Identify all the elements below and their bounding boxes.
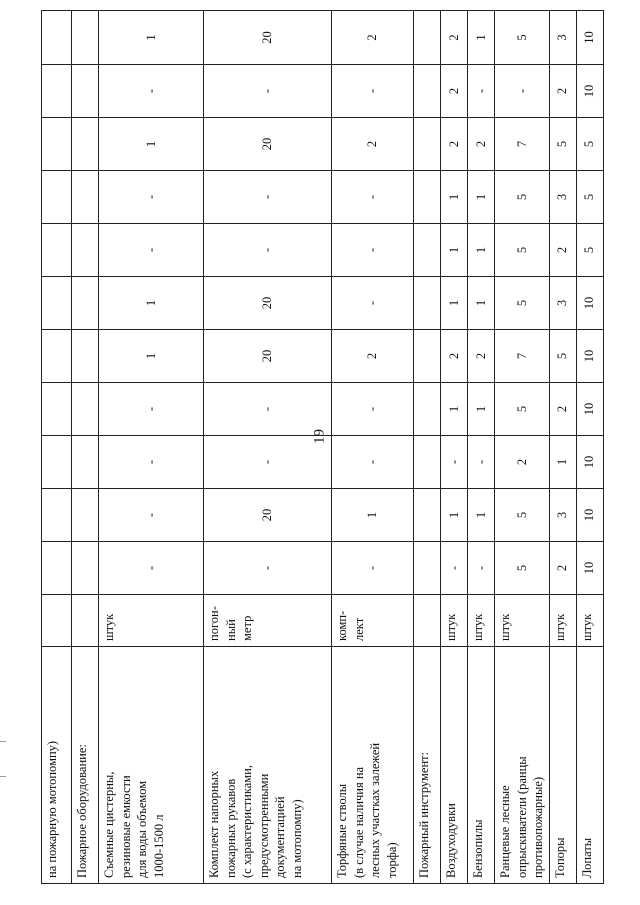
value-cell: 5 bbox=[495, 11, 550, 65]
unit-cell: штук bbox=[468, 595, 495, 647]
value-cell: - bbox=[468, 542, 495, 595]
table-row bbox=[441, 11, 468, 884]
value-cell: 2 bbox=[468, 118, 495, 171]
value-cell bbox=[42, 489, 72, 542]
value-cell: 10 bbox=[576, 383, 603, 436]
value-cell: 2 bbox=[495, 436, 550, 489]
row-label: Воздуходувки bbox=[441, 647, 468, 884]
page-number: 19 bbox=[311, 429, 328, 444]
value-cell: 1 bbox=[99, 11, 204, 65]
value-cell: 2 bbox=[441, 11, 468, 65]
value-cell bbox=[414, 277, 441, 330]
value-cell bbox=[72, 383, 99, 436]
value-cell: - bbox=[332, 171, 414, 224]
value-cell: 10 bbox=[576, 436, 603, 489]
value-cell: 2 bbox=[441, 118, 468, 171]
value-cell: 3 bbox=[549, 489, 576, 542]
value-cell: 1 bbox=[99, 277, 204, 330]
value-cell: 1 bbox=[441, 489, 468, 542]
unit-cell bbox=[72, 595, 99, 647]
value-cell bbox=[414, 330, 441, 383]
value-cell: - bbox=[204, 542, 332, 595]
value-cell: 2 bbox=[549, 383, 576, 436]
value-cell: 3 bbox=[549, 11, 576, 65]
table-row bbox=[495, 11, 550, 884]
value-cell: 1 bbox=[441, 383, 468, 436]
value-cell: 10 bbox=[576, 542, 603, 595]
row-label: Съемные цистерны, резиновые емкости для воды объемом 1000-1500 л bbox=[99, 647, 204, 884]
value-cell bbox=[414, 224, 441, 277]
value-cell bbox=[72, 171, 99, 224]
value-cell: 5 bbox=[576, 171, 603, 224]
value-cell: - bbox=[204, 65, 332, 118]
value-cell bbox=[414, 11, 441, 65]
value-cell: - bbox=[332, 383, 414, 436]
value-cell bbox=[72, 489, 99, 542]
value-cell: 1 bbox=[99, 118, 204, 171]
table-row bbox=[468, 11, 495, 884]
value-cell bbox=[414, 65, 441, 118]
value-cell: 2 bbox=[441, 330, 468, 383]
value-cell: 20 bbox=[204, 118, 332, 171]
table-row bbox=[576, 11, 603, 884]
value-cell bbox=[414, 118, 441, 171]
scan-edge-mark bbox=[0, 741, 6, 742]
value-cell bbox=[42, 330, 72, 383]
value-cell: - bbox=[99, 436, 204, 489]
value-cell: - bbox=[332, 436, 414, 489]
value-cell bbox=[42, 224, 72, 277]
value-cell bbox=[414, 383, 441, 436]
scan-edge-mark bbox=[0, 776, 6, 777]
value-cell: 1 bbox=[441, 224, 468, 277]
value-cell: 10 bbox=[576, 65, 603, 118]
value-cell: 7 bbox=[495, 118, 550, 171]
value-cell: - bbox=[332, 277, 414, 330]
header-row bbox=[42, 11, 72, 884]
value-cell bbox=[72, 542, 99, 595]
value-cell: - bbox=[99, 383, 204, 436]
value-cell: 5 bbox=[549, 330, 576, 383]
value-cell: 1 bbox=[468, 224, 495, 277]
unit-cell: штук bbox=[99, 595, 204, 647]
value-cell: 2 bbox=[441, 65, 468, 118]
section-label: Пожарное оборудование: bbox=[72, 647, 99, 884]
equipment-norms-table bbox=[41, 10, 604, 884]
value-cell: 2 bbox=[332, 118, 414, 171]
value-cell: - bbox=[99, 171, 204, 224]
value-cell: 2 bbox=[332, 330, 414, 383]
table-row bbox=[332, 11, 414, 884]
unit-cell: штук bbox=[441, 595, 468, 647]
unit-cell: штук bbox=[549, 595, 576, 647]
value-cell: 5 bbox=[549, 118, 576, 171]
value-cell bbox=[72, 11, 99, 65]
value-cell bbox=[42, 277, 72, 330]
value-cell: - bbox=[204, 383, 332, 436]
value-cell: 10 bbox=[576, 11, 603, 65]
value-cell: 1 bbox=[468, 277, 495, 330]
value-cell: - bbox=[204, 224, 332, 277]
value-cell: 1 bbox=[468, 171, 495, 224]
value-cell: 2 bbox=[549, 65, 576, 118]
section-label: на пожарную мотопомпу) bbox=[42, 647, 72, 884]
value-cell: 1 bbox=[468, 11, 495, 65]
value-cell: - bbox=[332, 542, 414, 595]
unit-cell: штук bbox=[495, 595, 550, 647]
value-cell: 5 bbox=[495, 489, 550, 542]
value-cell: 2 bbox=[549, 224, 576, 277]
value-cell: - bbox=[99, 65, 204, 118]
row-label: Торфяные стволы (в случае наличия на лесных участках залежей торфа) bbox=[332, 647, 414, 884]
value-cell: 20 bbox=[204, 11, 332, 65]
value-cell: 1 bbox=[549, 436, 576, 489]
value-cell bbox=[72, 277, 99, 330]
value-cell: 5 bbox=[495, 277, 550, 330]
row-label: Лопаты bbox=[576, 647, 603, 884]
value-cell: - bbox=[332, 224, 414, 277]
value-cell: 2 bbox=[549, 542, 576, 595]
value-cell: - bbox=[204, 171, 332, 224]
value-cell: 3 bbox=[549, 171, 576, 224]
section-label: Пожарный инструмент: bbox=[414, 647, 441, 884]
row-label: Бензопилы bbox=[468, 647, 495, 884]
unit-cell: погон- ный метр bbox=[204, 595, 332, 647]
value-cell bbox=[42, 11, 72, 65]
value-cell: 1 bbox=[441, 277, 468, 330]
section-row bbox=[414, 11, 441, 884]
value-cell: 5 bbox=[576, 224, 603, 277]
value-cell: - bbox=[441, 542, 468, 595]
value-cell bbox=[72, 436, 99, 489]
value-cell: - bbox=[332, 65, 414, 118]
value-cell: - bbox=[99, 489, 204, 542]
row-label: Комплект напорных пожарных рукавов (с характеристиками, предусмотренными документацией на мотопомпу) bbox=[204, 647, 332, 884]
value-cell: 1 bbox=[441, 171, 468, 224]
value-cell bbox=[42, 118, 72, 171]
value-cell: 20 bbox=[204, 330, 332, 383]
value-cell: 10 bbox=[576, 330, 603, 383]
value-cell: 2 bbox=[468, 330, 495, 383]
value-cell bbox=[414, 489, 441, 542]
value-cell: 1 bbox=[468, 489, 495, 542]
value-cell: 7 bbox=[495, 330, 550, 383]
value-cell bbox=[42, 65, 72, 118]
value-cell: 20 bbox=[204, 277, 332, 330]
row-label: Топоры bbox=[549, 647, 576, 884]
section-row bbox=[72, 11, 99, 884]
value-cell: 5 bbox=[495, 171, 550, 224]
value-cell: 5 bbox=[576, 118, 603, 171]
table-row bbox=[549, 11, 576, 884]
value-cell: 10 bbox=[576, 489, 603, 542]
row-label: Ранцевые лесные опрыскиватели (ранцы противопожарные) bbox=[495, 647, 550, 884]
value-cell: 1 bbox=[99, 330, 204, 383]
value-cell: - bbox=[468, 436, 495, 489]
value-cell: 5 bbox=[495, 224, 550, 277]
value-cell bbox=[42, 542, 72, 595]
value-cell bbox=[414, 436, 441, 489]
value-cell bbox=[414, 171, 441, 224]
value-cell: - bbox=[99, 542, 204, 595]
value-cell: - bbox=[495, 65, 550, 118]
value-cell bbox=[72, 118, 99, 171]
value-cell: 10 bbox=[576, 277, 603, 330]
value-cell: 1 bbox=[332, 489, 414, 542]
table-row bbox=[99, 11, 204, 884]
value-cell bbox=[42, 171, 72, 224]
value-cell bbox=[72, 65, 99, 118]
value-cell bbox=[42, 383, 72, 436]
value-cell bbox=[414, 542, 441, 595]
value-cell: - bbox=[204, 436, 332, 489]
unit-cell bbox=[42, 595, 72, 647]
value-cell: - bbox=[99, 224, 204, 277]
value-cell: 3 bbox=[549, 277, 576, 330]
value-cell: 5 bbox=[495, 542, 550, 595]
value-cell bbox=[42, 436, 72, 489]
value-cell: 20 bbox=[204, 489, 332, 542]
value-cell: 1 bbox=[468, 383, 495, 436]
table-row bbox=[204, 11, 332, 884]
value-cell bbox=[72, 330, 99, 383]
unit-cell bbox=[414, 595, 441, 647]
unit-cell: комп- лект bbox=[332, 595, 414, 647]
value-cell bbox=[72, 224, 99, 277]
value-cell: 2 bbox=[332, 11, 414, 65]
value-cell: 5 bbox=[495, 383, 550, 436]
unit-cell: штук bbox=[576, 595, 603, 647]
value-cell: - bbox=[441, 436, 468, 489]
value-cell: - bbox=[468, 65, 495, 118]
